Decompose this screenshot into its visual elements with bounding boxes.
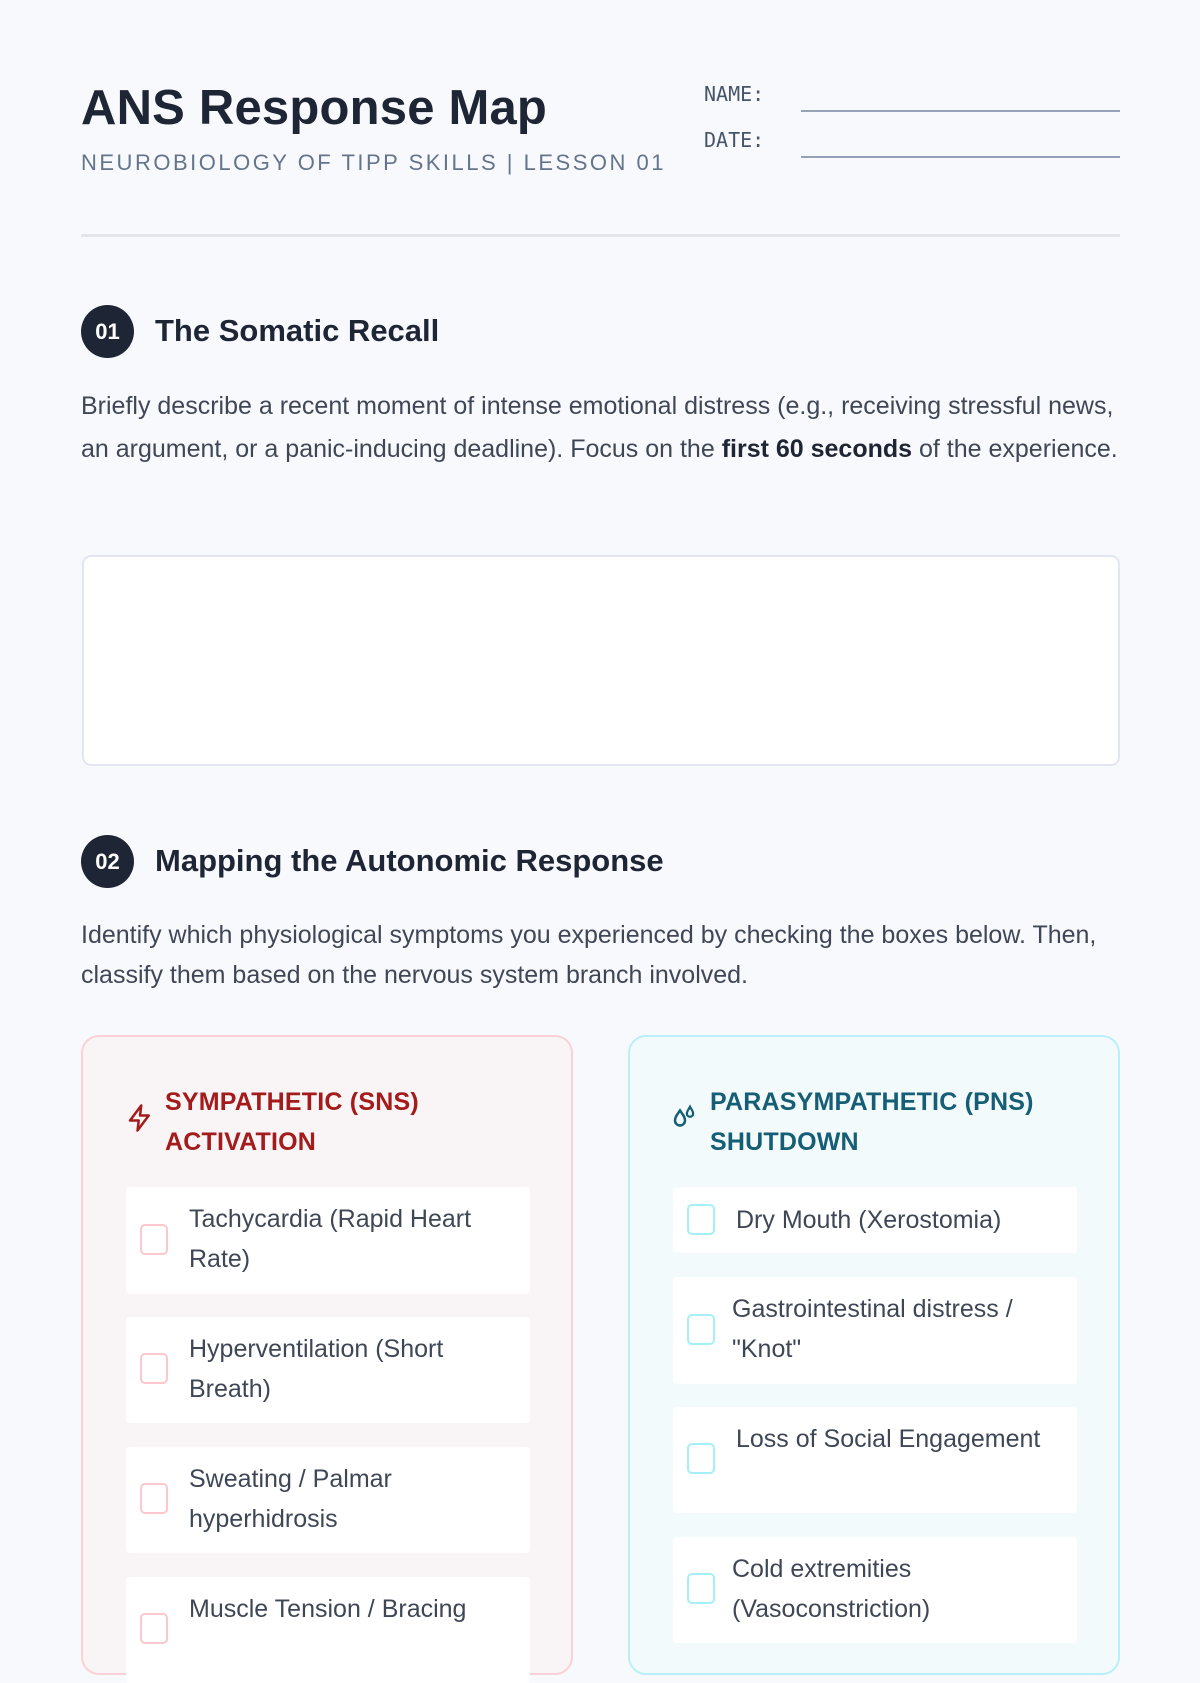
date-field[interactable] [801,156,1120,158]
sns-column [81,1035,573,1675]
section-1-number: 01 [81,305,134,358]
pns-checkbox[interactable] [687,1443,715,1474]
pns-item-label: Loss of Social Engagement [736,1425,1041,1453]
section-1-title: The Somatic Recall [155,313,440,348]
section-2-title: Mapping the Autonomic Response [155,843,664,878]
name-row [704,82,1120,122]
sns-item-hyperventilation[interactable] [126,1317,530,1423]
section-2-number: 02 [81,835,134,888]
instructions-text-a: Briefly describe a recent moment of intense emotional distress (e.g., receiving stressful news, an argument, or a panic-inducing deadline). Focus on the [81,392,1114,463]
sns-checkbox[interactable] [140,1224,168,1255]
sns-title: SYMPATHETIC (SNS) ACTIVATION [165,1088,419,1156]
somatic-recall-answer-box[interactable] [82,555,1120,766]
pns-item-cold-extremities[interactable] [673,1537,1077,1643]
pns-column [628,1035,1120,1675]
pns-item-label: Dry Mouth (Xerostomia) [736,1206,1002,1234]
pns-checkbox[interactable] [687,1314,715,1345]
section-1-heading [81,305,1120,359]
pns-item-dry-mouth[interactable] [673,1187,1077,1253]
pns-item-social-engagement[interactable] [673,1407,1077,1513]
section-2-instructions: Identify which physiological symptoms you experienced by checking the boxes below. Then, classify them based on the nervous system branch involved. [81,921,1097,989]
sns-item-muscle-tension[interactable] [126,1577,530,1683]
pns-item-gastrointestinal[interactable] [673,1277,1077,1384]
instructions-text-b: of the experience. [912,435,1118,463]
name-label: NAME: [704,82,765,106]
droplets-icon [670,1103,700,1133]
pns-checkbox[interactable] [687,1573,715,1604]
sns-checkbox[interactable] [140,1353,168,1384]
header-divider [81,234,1120,237]
pns-checkbox[interactable] [687,1204,715,1235]
pns-item-label: Cold extremities (Vasoconstriction) [732,1555,931,1623]
sns-item-label: Tachycardia (Rapid Heart Rate) [189,1205,472,1273]
sns-item-tachycardia[interactable] [126,1187,530,1294]
sns-item-label: Sweating / Palmar hyperhidrosis [189,1465,392,1533]
pns-item-label: Gastrointestinal distress / "Knot" [732,1295,1013,1363]
sns-checkbox[interactable] [140,1483,168,1514]
lightning-bolt-icon [125,1103,155,1133]
sns-item-label: Muscle Tension / Bracing [189,1595,467,1623]
pns-title: PARASYMPATHETIC (PNS) SHUTDOWN [710,1088,1034,1156]
worksheet-page [81,0,1120,1623]
section-2-heading [81,835,1120,889]
section-1-instructions [81,385,1120,471]
sns-item-sweating[interactable] [126,1447,530,1553]
page-title: ANS Response Map [81,81,548,135]
page-subtitle: NEUROBIOLOGY OF TIPP SKILLS | LESSON 01 [81,150,666,175]
sns-checkbox[interactable] [140,1613,168,1644]
name-field[interactable] [801,110,1120,112]
instructions-emphasis: first 60 seconds [721,435,913,463]
date-label: DATE: [704,128,765,152]
sns-item-label: Hyperventilation (Short Breath) [189,1335,444,1403]
date-row [704,128,1120,168]
